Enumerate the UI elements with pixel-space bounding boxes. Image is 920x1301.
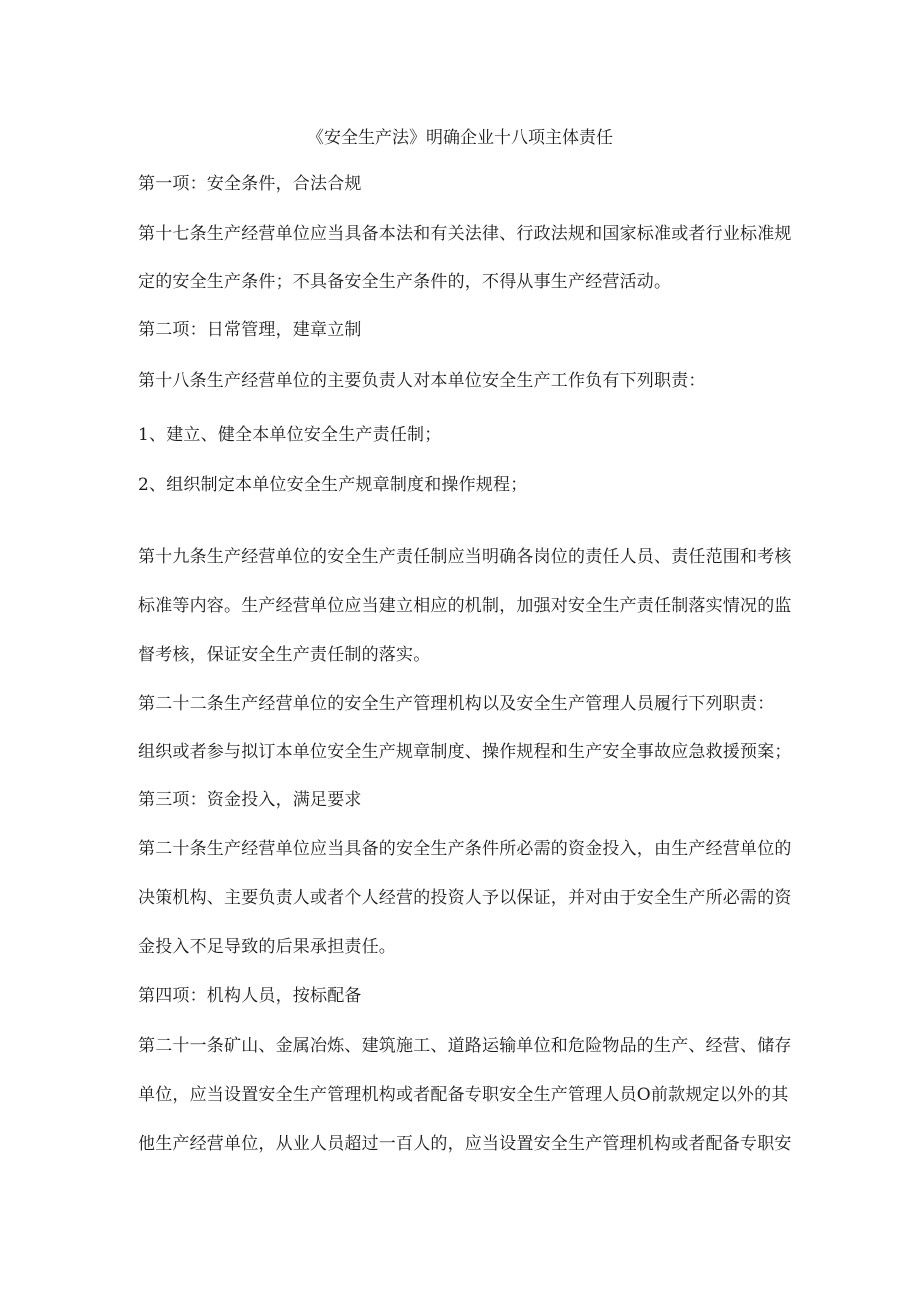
section-heading-1: 第一项：安全条件，合法合规: [138, 174, 362, 194]
section-heading-4: 第四项：机构人员，按标配备: [138, 986, 362, 1006]
paragraph-line: 督考核，保证安全生产责任制的落实。: [138, 645, 431, 665]
paragraph-line: 他生产经营单位，从业人员超过一百人的，应当设置安全生产管理机构或者配备专职安: [138, 1134, 792, 1154]
paragraph-line: 金投入不足导致的后果承担责任。: [138, 937, 396, 957]
list-item: 1、建立、健全本单位安全生产责任制；: [138, 425, 442, 445]
document-title: 《安全生产法》明确企业十八项主体责任: [307, 128, 613, 148]
section-heading-2: 第二项：日常管理，建章立制: [138, 320, 362, 340]
paragraph-line: 标准等内容。生产经营单位应当建立相应的机制，加强对安全生产责任制落实情况的监: [138, 596, 792, 616]
paragraph-line: 第十九条生产经营单位的安全生产责任制应当明确各岗位的责任人员、责任范围和考核: [138, 547, 792, 567]
paragraph-line: 第十七条生产经营单位应当具备本法和有关法律、行政法规和国家标准或者行业标准规: [138, 224, 792, 244]
paragraph-line: 第二十二条生产经营单位的安全生产管理机构以及安全生产管理人员履行下列职责：: [138, 694, 775, 714]
paragraph-line: 第二十一条矿山、金属冶炼、建筑施工、道路运输单位和危险物品的生产、经营、储存: [138, 1036, 792, 1056]
paragraph-line: 组织或者参与拟订本单位安全生产规章制度、操作规程和生产安全事故应急救援预案；: [138, 742, 792, 762]
list-item: 2、组织制定本单位安全生产规章制度和操作规程；: [138, 475, 528, 495]
paragraph-line: 决策机构、主要负责人或者个人经营的投资人予以保证，并对由于安全生产所必需的资: [138, 888, 792, 908]
paragraph-line: 单位，应当设置安全生产管理机构或者配备专职安全生产管理人员O前款规定以外的其: [138, 1085, 789, 1105]
paragraph-line: 定的安全生产条件；不具备安全生产条件的，不得从事生产经营活动。: [138, 272, 672, 292]
paragraph-line: 第十八条生产经营单位的主要负责人对本单位安全生产工作负有下列职责：: [138, 371, 706, 391]
section-heading-3: 第三项：资金投入，满足要求: [138, 790, 362, 810]
paragraph-line: 第二十条生产经营单位应当具备的安全生产条件所必需的资金投入，由生产经营单位的: [138, 839, 792, 859]
